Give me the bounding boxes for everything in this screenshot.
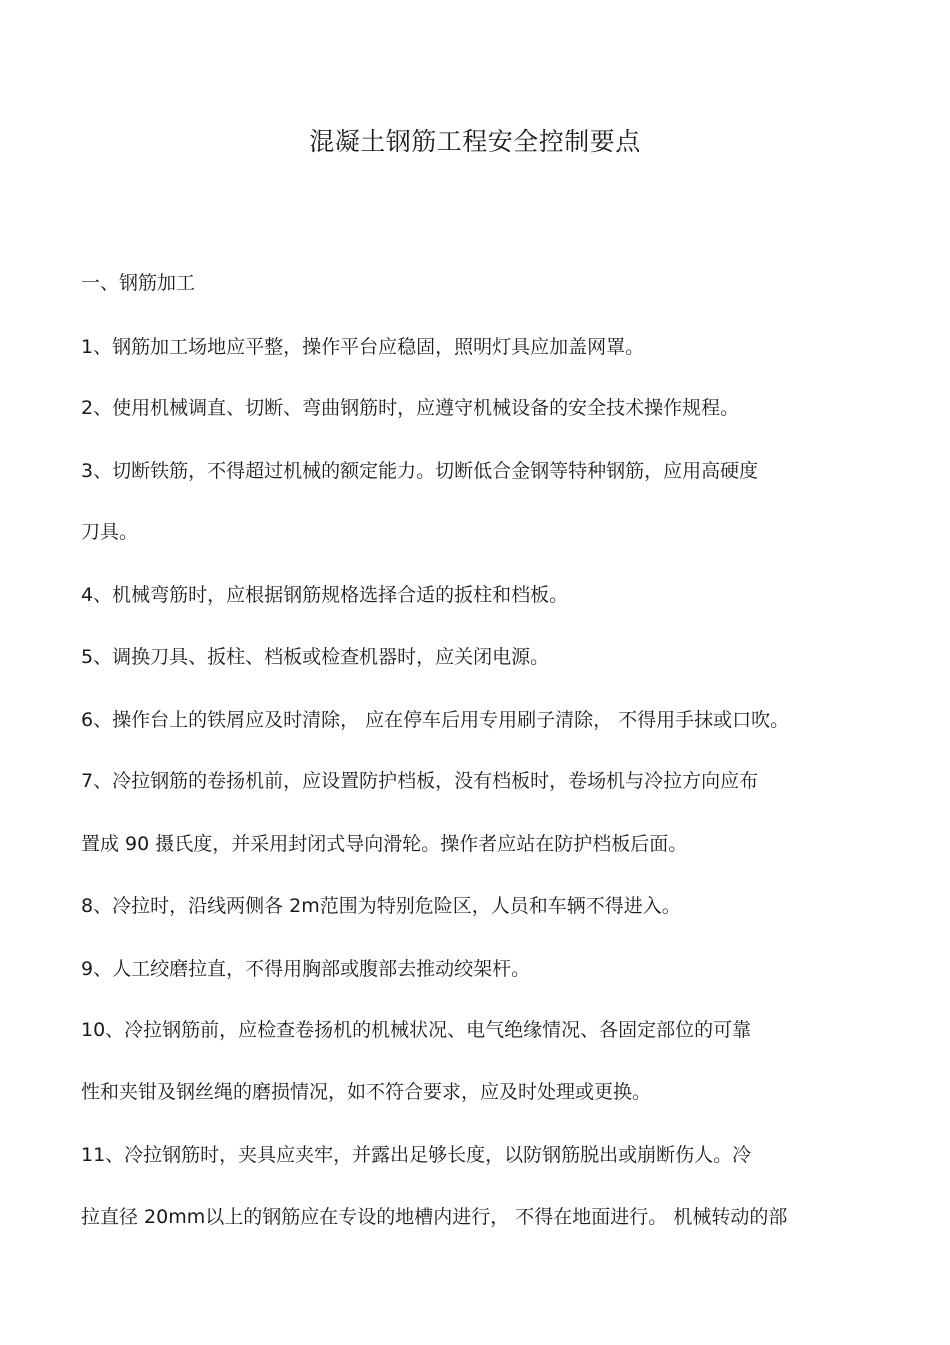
section-heading: 一、钢筋加工 [81,272,196,294]
document-title: 混凝土钢筋工程安全控制要点 [309,127,641,156]
paragraph-line: 刀具。 [81,521,139,543]
paragraph-line: 10、冷拉钢筋前，应检查卷扬机的机械状况、电气绝缘情况、各固定部位的可靠 [81,1019,752,1041]
paragraph-line: 7、冷拉钢筋的卷扬机前，应设置防护档板，没有档板时，卷场机与冷拉方向应布 [81,770,759,792]
paragraph-line: 1、钢筋加工场地应平整，操作平台应稳固，照明灯具应加盖网罩。 [81,336,645,358]
paragraph-line: 性和夹钳及钢丝绳的磨损情况，如不符合要求，应及时处理或更换。 [81,1081,652,1103]
paragraph-line: 4、机械弯筋时，应根据钢筋规格选择合适的扳柱和档板。 [81,584,569,606]
paragraph-line: 8、冷拉时，沿线两侧各 2m范围为特别危险区，人员和车辆不得进入。 [81,895,681,917]
paragraph-line: 5、调换刀具、扳柱、档板或检查机器时，应关闭电源。 [81,646,550,668]
paragraph-line: 6、操作台上的铁屑应及时清除， 应在停车后用专用刷子清除， 不得用手抹或口吹。 [81,709,790,731]
paragraph-line: 9、人工绞磨拉直，不得用胸部或腹部去推动绞架杆。 [81,958,531,980]
paragraph-line: 拉直径 20mm以上的钢筋应在专设的地槽内进行， 不得在地面进行。 机械转动的部 [81,1206,788,1228]
paragraph-line: 置成 90 摄氏度，并采用封闭式导向滑轮。操作者应站在防护档板后面。 [81,833,688,855]
paragraph-line: 11、冷拉钢筋时，夹具应夹牢，并露出足够长度，以防钢筋脱出或崩断伤人。冷 [81,1144,752,1166]
paragraph-line: 2、使用机械调直、切断、弯曲钢筋时，应遵守机械设备的安全技术操作规程。 [81,397,740,419]
paragraph-line: 3、切断铁筋，不得超过机械的额定能力。切断低合金钢等特种钢筋，应用高硬度 [81,460,759,482]
